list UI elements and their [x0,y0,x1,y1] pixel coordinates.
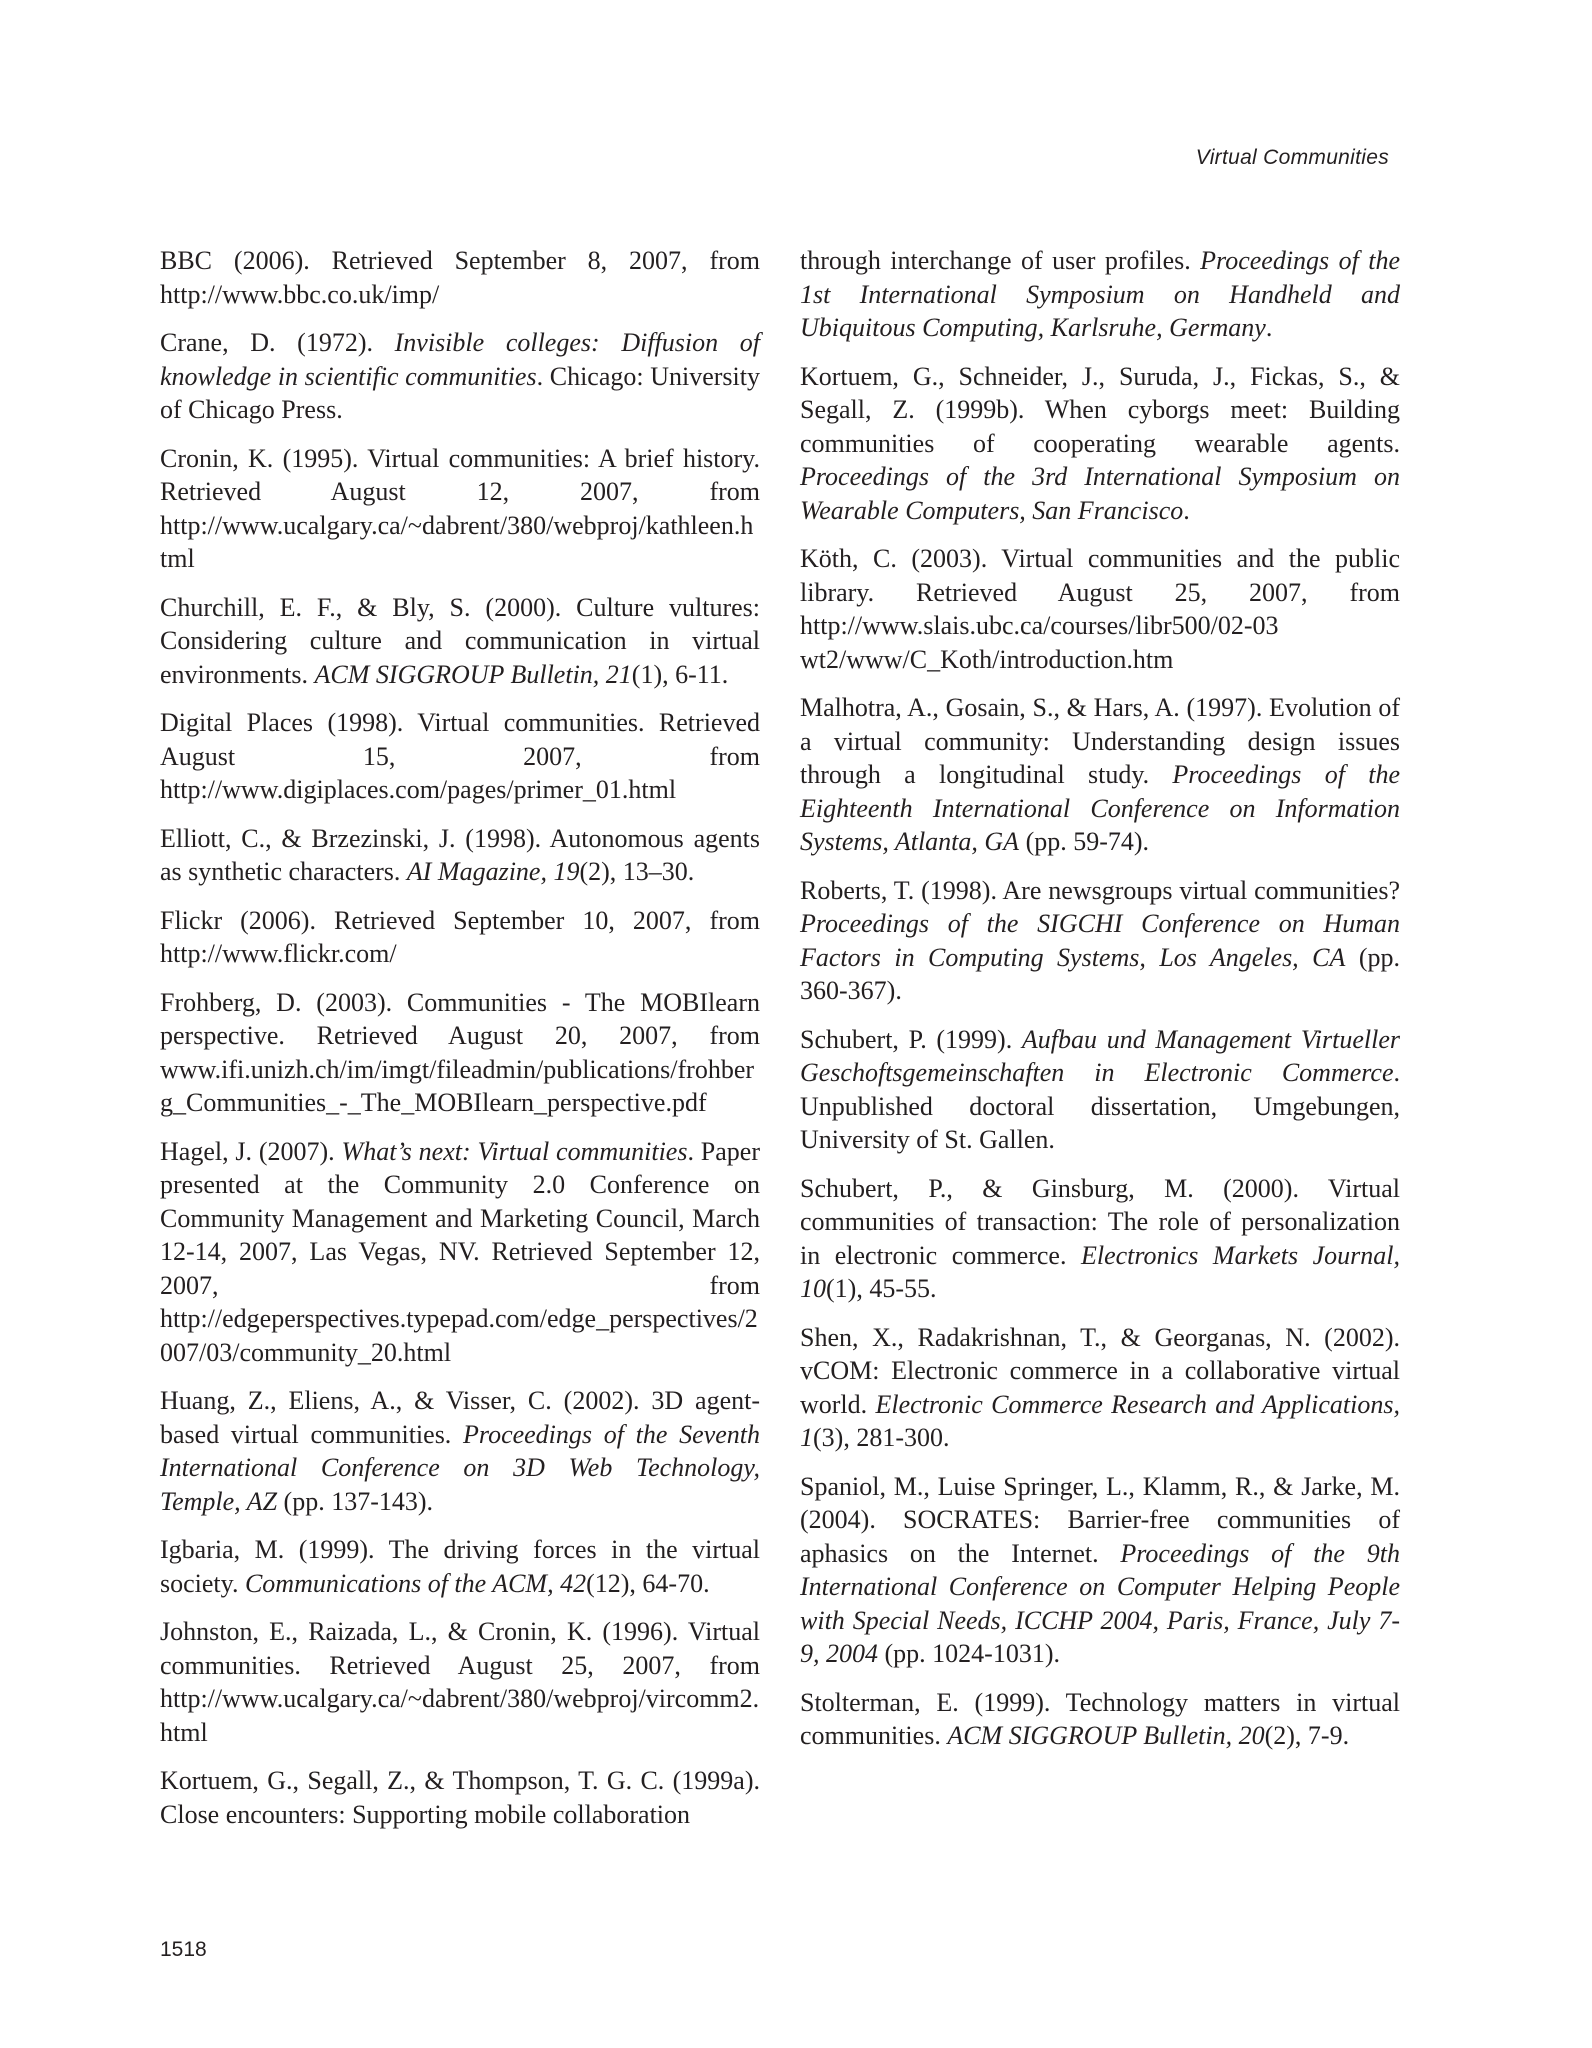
reference-italic-title: Proceedings of the 3rd International Symposium on Wearable Computers, San Francisco [800,462,1400,525]
reference-text: Kortuem, G., Schneider, J., Suruda, J., Fickas, S., & Segall, Z. (1999b). When cyborgs meet: Building communities of cooperating wearable agents. [800,361,1400,458]
reference-text: Crane, D. (1972). [160,328,395,357]
reference-text: (3), 281-300. [813,1423,950,1452]
reference-italic-title: Proceedings of the SIGCHI Conference on Human Factors in Computing Systems, Los Angeles, CA [800,909,1400,972]
reference-entry [800,691,1400,859]
reference-entry [800,1172,1400,1306]
reference-text: Schubert, P. (1999). [800,1024,1022,1054]
reference-entry [800,542,1400,676]
reference-text: (pp. 360-367). [800,942,1400,1005]
reference-entry [800,874,1400,1008]
reference-italic-title: Electronic Commerce Research and Applications, 1 [800,1389,1400,1452]
reference-text: Frohberg, D. (2003). Communities - The MOBIlearn perspective. Retrieved August 20, 2007, from www.ifi.unizh.ch/im/imgt/fileadmin/publications/frohberg_Communities_-_The_MOBIlearn_perspective.pdf [160,987,760,1117]
reference-entry [800,244,1400,345]
reference-entry [800,1023,1400,1157]
reference-text: Johnston, E., Raizada, L., & Cronin, K. (1996). Virtual communities. Retrieved August 25, 2007, from http://www.ucalgary.ca/~dabrent/380/webproj/vircomm2.html [160,1617,760,1747]
reference-text: Köth, C. (2003). Virtual communities and the public library. Retrieved August 25, 2007, from http://www.slais.ubc.ca/courses/libr500/02-03 wt2/www/C_Koth/introduction.htm [800,544,1400,674]
reference-text: . Paper presented at the Community 2.0 Conference on Community Management and Marketing Council, March 12-14, 2007, Las Vegas, NV. Retrieved September 12, 2007, from http://edgeperspectives.typepad.com/edge_perspectives/2007/03/community_20.html [160,1136,761,1367]
reference-text: Igbaria, M. (1999). The driving forces in the virtual society. [160,1535,760,1598]
reference-text: Churchill, E. F., & Bly, S. (2000). Culture vultures: Considering culture and communication in virtual environments. [160,592,760,689]
reference-italic-title: Proceedings of the 9th International Conference on Computer Helping People with Special Needs, ICCHP 2004, Paris, France, July 7-9, 2004 [800,1538,1400,1668]
reference-text: Flickr (2006). Retrieved September 10, 2007, from http://www.flickr.com/ [160,905,760,968]
reference-italic-title: ACM SIGGROUP Bulletin, 20 [947,1721,1265,1750]
reference-text: (2), 13–30. [579,857,695,886]
page-number: 1518 [160,1938,207,1961]
reference-text: Hagel, J. (2007). [160,1136,342,1166]
reference-text: Elliott, C., & Brzezinski, J. (1998). Autonomous agents as synthetic characters. [160,823,760,886]
reference-entry [800,1321,1400,1455]
reference-italic-title: Invisible colleges: Diffusion of knowledge in scientific communities [160,328,760,391]
reference-column-left [160,244,760,1846]
reference-text: Digital Places (1998). Virtual communities. Retrieved August 15, 2007, from http://www.digiplaces.com/pages/primer_01.html [160,708,760,804]
reference-text: . [1265,313,1273,342]
reference-entry [160,1615,760,1749]
reference-text: . [1183,495,1190,525]
reference-italic-title: What’s next: Virtual communities [341,1136,688,1166]
reference-text: through interchange of user profiles. [800,246,1201,275]
reference-text: (12), 64-70. [586,1568,710,1598]
running-head-title: Virtual Communities [1195,146,1389,169]
reference-text: (1), 6-11. [631,659,729,689]
reference-text: BBC (2006). Retrieved September 8, 2007, from http://www.bbc.co.uk/imp/ [160,246,760,309]
reference-column-right [800,244,1400,1768]
reference-entry [800,1686,1400,1753]
reference-text: (pp. 137-143). [277,1486,434,1516]
reference-italic-title: Aufbau und Management Virtueller Geschoftsgemeinschaften in Electronic Commerce [800,1024,1400,1087]
reference-text: (pp. 59-74). [1019,827,1150,856]
reference-entry [160,1135,760,1370]
reference-entry [160,442,760,576]
reference-text: Cronin, K. (1995). Virtual communities: A brief history. Retrieved August 12, 2007, from http://www.ucalgary.ca/~dabrent/380/webproj/kathleen.html [160,443,760,573]
reference-italic-title: Electronics Markets Journal, 10 [800,1240,1401,1303]
reference-text: Spaniol, M., Luise Springer, L., Klamm, R., & Jarke, M. (2004). SOCRATES: Barrier-free communities of aphasics on the Internet. [800,1471,1400,1568]
reference-entry [160,706,760,807]
reference-entry [160,1384,760,1518]
reference-entry [800,1470,1400,1671]
reference-italic-title: Proceedings of the 1st International Symposium on Handheld and Ubiquitous Computing, Karlsruhe, Germany [800,246,1401,342]
reference-text: (pp. 1024-1031). [878,1639,1060,1668]
reference-entry [160,904,760,971]
reference-text: Malhotra, A., Gosain, S., & Hars, A. (1997). Evolution of a virtual community: Understanding design issues through a longitudinal study. [800,693,1400,789]
reference-italic-title: Proceedings of the Eighteenth International Conference on Information Systems, Atlanta, GA [800,760,1400,856]
reference-entry [160,986,760,1120]
reference-italic-title: Proceedings of the Seventh International Conference on 3D Web Technology, Temple, AZ [160,1419,761,1516]
reference-entry [160,244,760,311]
reference-text: Huang, Z., Eliens, A., & Visser, C. (2002). 3D agent-based virtual communities. [160,1386,760,1449]
reference-italic-title: AI Magazine, 19 [406,857,580,886]
reference-text: (2), 7-9. [1264,1721,1350,1750]
reference-entry [160,1764,760,1831]
reference-entry [160,822,760,889]
reference-entry [160,591,760,692]
reference-text: . Unpublished doctoral dissertation, Umgebungen, University of St. Gallen. [800,1058,1400,1154]
reference-entry [160,1533,760,1600]
reference-text: (1), 45-55. [826,1274,937,1303]
reference-text: Stolterman, E. (1999). Technology matters in virtual communities. [800,1687,1400,1750]
reference-entry [160,326,760,427]
reference-italic-title: ACM SIGGROUP Bulletin, 21 [314,659,632,689]
reference-entry [800,360,1400,528]
reference-text: Kortuem, G., Segall, Z., & Thompson, T. G. C. (1999a). Close encounters: Supporting mobile collaboration [160,1766,760,1829]
reference-text: Shen, X., Radakrishnan, T., & Georganas, N. (2002). vCOM: Electronic commerce in a collaborative virtual world. [800,1322,1400,1419]
reference-text: Schubert, P., & Ginsburg, M. (2000). Virtual communities of transaction: The role of personalization in electronic commerce. [800,1173,1400,1270]
reference-text: . Chicago: University of Chicago Press. [160,361,760,424]
reference-text: Roberts, T. (1998). Are newsgroups virtual communities? [800,875,1400,905]
reference-italic-title: Communications of the ACM, 42 [244,1568,587,1598]
